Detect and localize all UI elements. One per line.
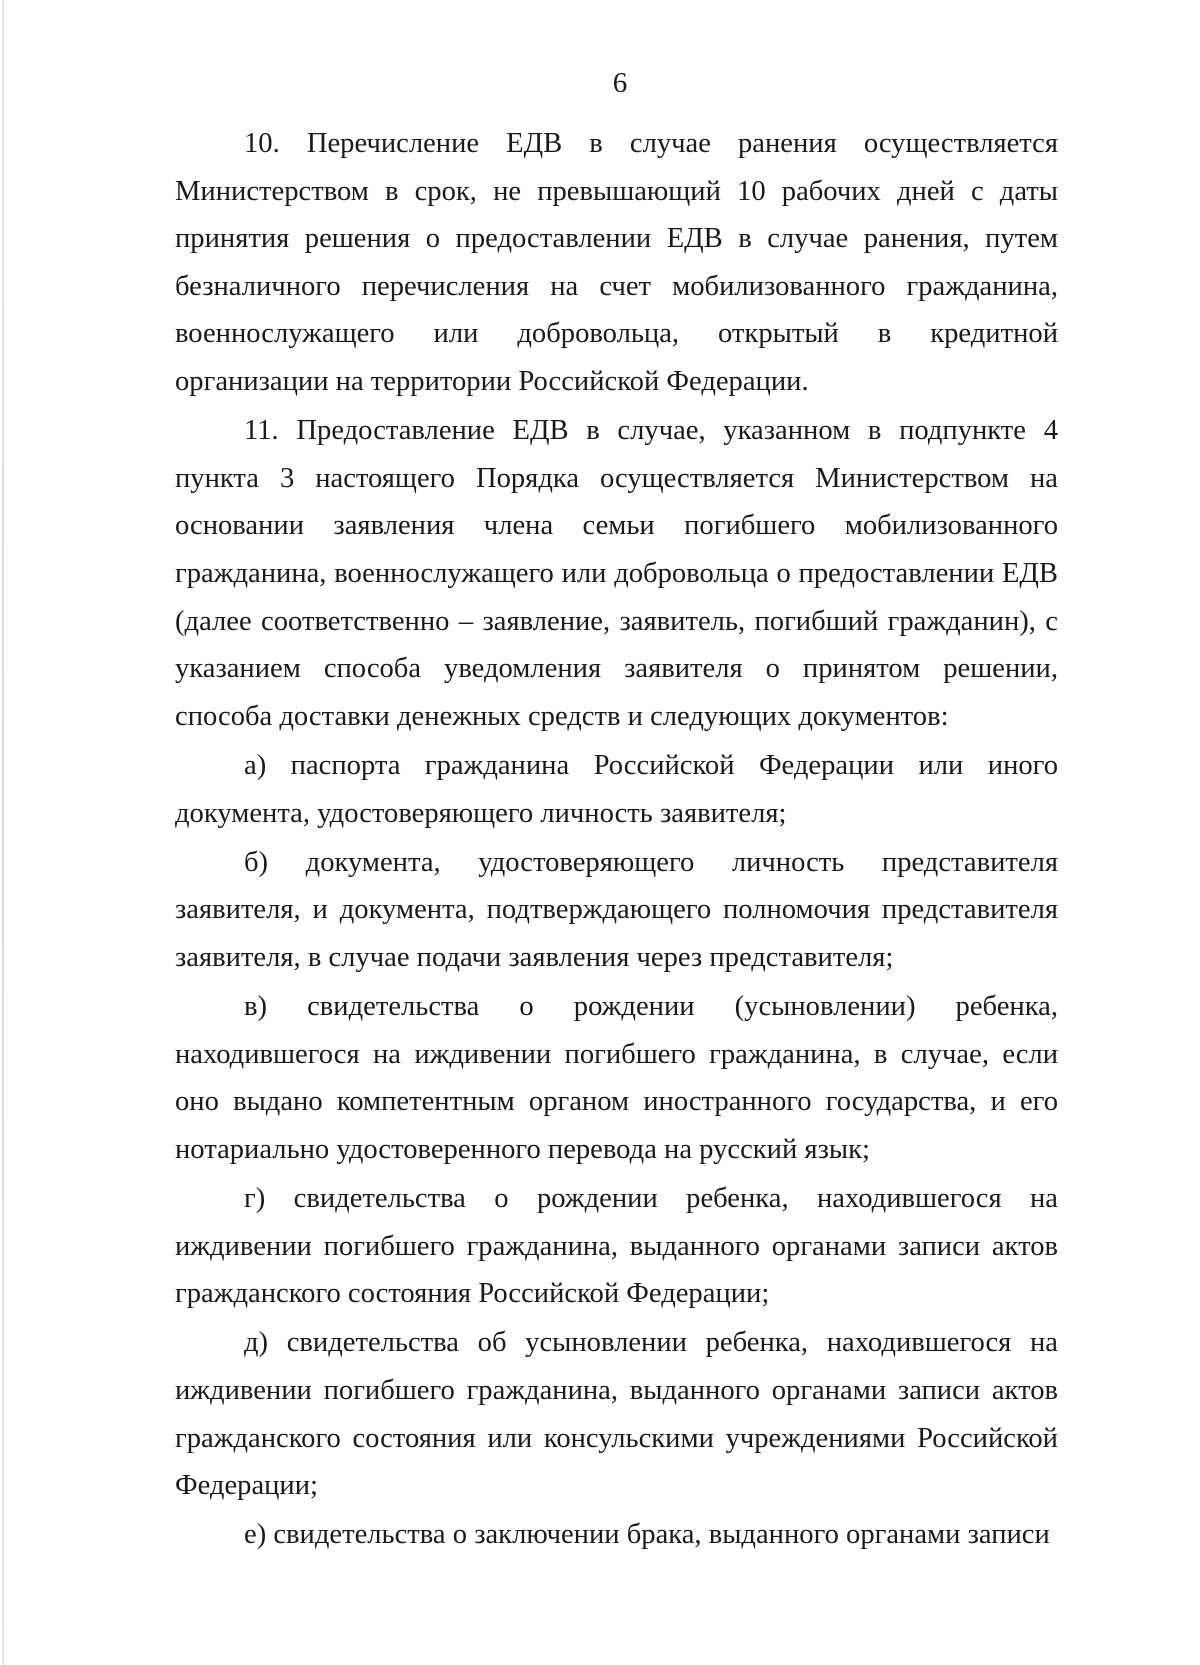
list-item-v-foreign-birth-certificate: в) свидетельства о рождении (усыновлении) ребенка, находившегося на иждивении погибшего гражданина, в случае, если оно выдано компетентным органом иностранного государства, и его нотариально удостоверенного перевода на русский язык; (175, 991, 1058, 1165)
document-body (175, 120, 1058, 1559)
list-item-e-marriage-certificate: е) свидетельства о заключении брака, выданного органами записи (244, 1519, 1050, 1551)
scan-left-edge (2, 0, 4, 1665)
list-item-b-representative: б) документа, удостоверяющего личность представителя заявителя, и документа, подтверждающего полномочия представителя заявителя, в случае подачи заявления через представителя; (175, 846, 1058, 973)
paragraph-11-provision: 11. Предоставление ЕДВ в случае, указанном в подпункте 4 пункта 3 настоящего Порядка осуществляется Министерством на основании заявления члена семьи погибшего мобилизованного гражданина, военнослужащего или добровольца о предоставлении ЕДВ (далее соответственно – заявление, заявитель, погибший гражданин), с указанием способа уведомления заявителя о принятом решении, способа доставки денежных средств и следующих документов: (175, 415, 1058, 732)
page-number: 6 (612, 67, 628, 99)
list-item-d-adoption-certificate: д) свидетельства об усыновлении ребенка, находившегося на иждивении погибшего гражданина, выданного органами записи актов гражданского состояния или консульскими учреждениями Российской Федерации; (175, 1327, 1058, 1502)
paragraph-10-transfer: 10. Перечисление ЕДВ в случае ранения осуществляется Министерством в срок, не превышающий 10 рабочих дней с даты принятия решения о предоставлении ЕДВ в случае ранения, путем безналичного перечисления на счет мобилизованного гражданина, военнослужащего или добровольца, открытый в кредитной организации на территории Российской Федерации. (175, 128, 1058, 397)
list-item-g-birth-certificate: г) свидетельства о рождении ребенка, находившегося на иждивении погибшего гражданина, выданного органами записи актов гражданского состояния Российской Федерации; (175, 1183, 1058, 1310)
list-item-a-passport: а) паспорта гражданина Российской Федерации или иного документа, удостоверяющего личность заявителя; (175, 749, 1058, 829)
